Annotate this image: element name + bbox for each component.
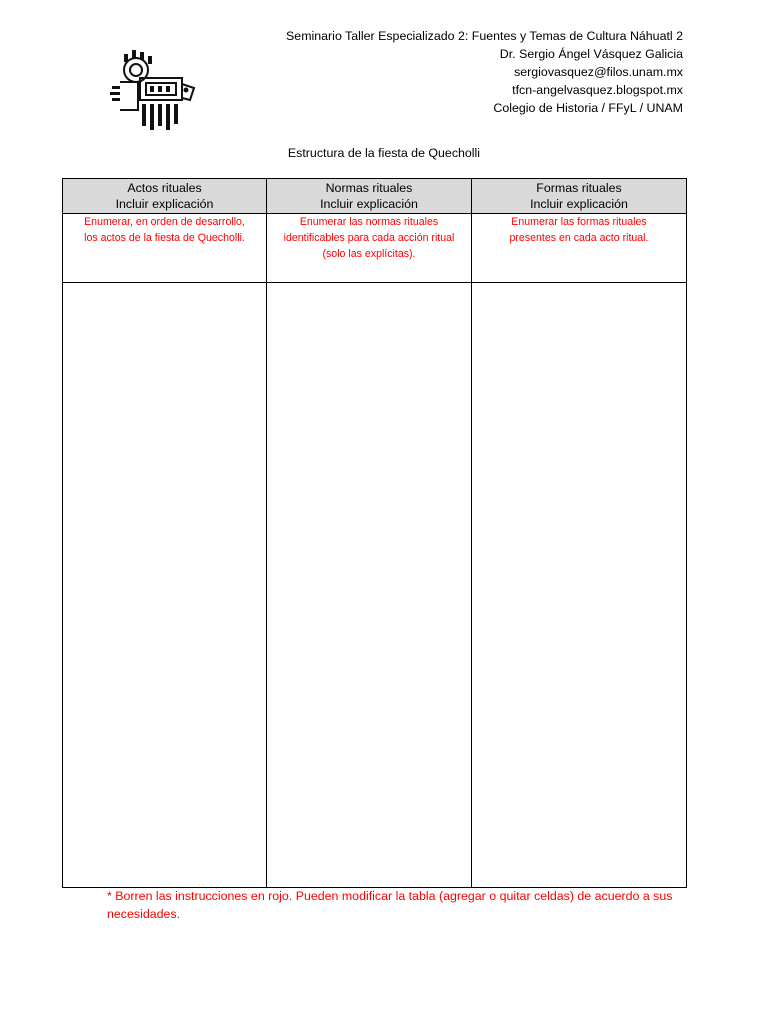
footnote-instructions: * Borren las instrucciones en rojo. Pueden modificar la tabla (agregar o quitar celdas) de acuerdo a sus necesidades. xyxy=(107,889,673,921)
aztec-glyph-logo-icon xyxy=(106,48,198,134)
column-subheading: Incluir explicación xyxy=(530,197,628,211)
instruction-line: identificables para cada acción ritual xyxy=(283,232,455,244)
content-row xyxy=(63,283,687,888)
content-cell-formas[interactable] xyxy=(472,283,687,888)
instruction-line: Enumerar las formas rituales xyxy=(511,216,647,228)
header-blog-line: tfcn-angelvasquez.blogspot.mx xyxy=(512,83,683,97)
instruction-line: presentes en cada acto ritual. xyxy=(509,232,649,244)
instruction-line: Enumerar, en orden de desarrollo, xyxy=(84,216,245,228)
column-heading: Formas rituales xyxy=(536,181,622,195)
column-heading: Actos rituales xyxy=(127,181,202,195)
column-subheading: Incluir explicación xyxy=(320,197,418,211)
instruction-row xyxy=(63,214,687,283)
column-subheading: Incluir explicación xyxy=(115,197,214,211)
column-heading: Normas rituales xyxy=(325,181,413,195)
column-header-formas xyxy=(472,179,687,214)
column-header-normas xyxy=(267,179,472,214)
content-cell-normas[interactable] xyxy=(267,283,472,888)
ritual-structure-table xyxy=(62,178,687,888)
table-header-row xyxy=(63,179,687,214)
header-instructor-line: Dr. Sergio Ángel Vásquez Galicia xyxy=(499,47,683,61)
instruction-line: Enumerar las normas rituales xyxy=(299,216,439,228)
header-institution-line: Colegio de Historia / FFyL / UNAM xyxy=(493,101,683,115)
header-course-line: Seminario Taller Especializado 2: Fuentes y Temas de Cultura Náhuatl 2 xyxy=(286,29,683,43)
document-title: Estructura de la fiesta de Quecholli xyxy=(287,146,481,160)
document-header xyxy=(286,27,683,117)
instruction-cell-formas[interactable] xyxy=(472,214,687,283)
instruction-line: (solo las explícitas). xyxy=(322,248,416,260)
instruction-cell-normas[interactable] xyxy=(267,214,472,283)
header-email-line: sergiovasquez@filos.unam.mx xyxy=(514,65,683,79)
instruction-cell-actos[interactable] xyxy=(63,214,267,283)
instruction-line: los actos de la fiesta de Quecholli. xyxy=(84,232,245,244)
content-cell-actos[interactable] xyxy=(63,283,267,888)
column-header-actos xyxy=(63,179,267,214)
